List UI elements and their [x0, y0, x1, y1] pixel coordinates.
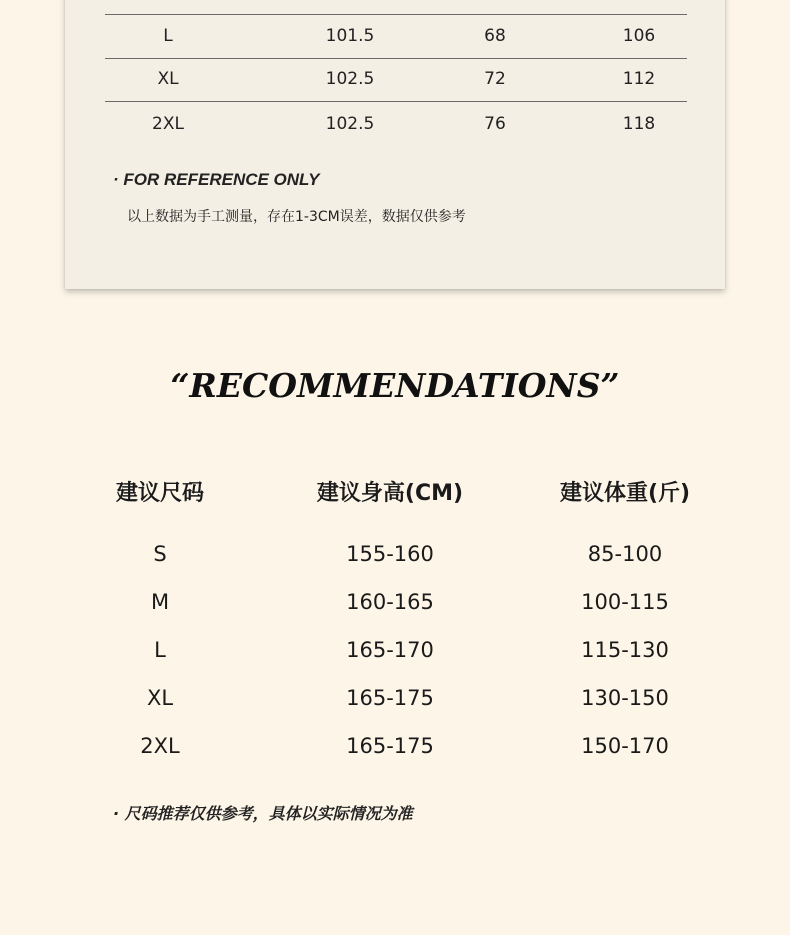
table-cell: [435, 0, 555, 14]
table-cell: 115-130: [581, 638, 669, 662]
reference-title: · FOR REFERENCE ONLY: [113, 170, 320, 189]
table-cell: 72: [484, 69, 506, 89]
recommendations-header: [0, 476, 790, 508]
recommendations-title: “RECOMMENDATIONS”: [170, 366, 620, 405]
table-cell: 76: [484, 114, 506, 134]
table-cell: L: [154, 638, 166, 662]
table-row: [105, 103, 687, 146]
header-size: 建议尺码: [115, 481, 204, 506]
header-height: 建议身高(CM): [316, 481, 464, 506]
table-cell: 118: [622, 114, 656, 134]
table-cell: 165-175: [346, 734, 434, 758]
table-cell: 102.5: [325, 69, 375, 89]
table-row: [105, 0, 687, 15]
table-cell: L: [163, 26, 173, 46]
table-cell: 150-170: [581, 734, 669, 758]
table-cell: 155-160: [346, 542, 434, 566]
table-cell: XL: [146, 686, 174, 710]
table-cell: 2XL: [152, 114, 184, 134]
table-cell: [290, 0, 410, 14]
table-cell: [579, 0, 699, 14]
reference-note: 以上数据为手工测量，存在1-3CM误差，数据仅供参考: [127, 209, 466, 225]
table-row: [105, 58, 687, 102]
table-row: [105, 15, 687, 59]
table-cell: XL: [157, 69, 179, 89]
table-cell: 130-150: [581, 686, 669, 710]
table-cell: 85-100: [587, 542, 663, 566]
table-cell: 101.5: [325, 26, 375, 46]
table-cell: 102.5: [325, 114, 375, 134]
table-cell: 2XL: [140, 734, 180, 758]
table-cell: S: [153, 542, 167, 566]
table-cell: [108, 0, 228, 14]
table-cell: 165-175: [346, 686, 434, 710]
table-cell: M: [150, 590, 170, 614]
table-cell: 112: [622, 69, 656, 89]
header-weight: 建议体重(斤): [559, 481, 691, 506]
table-cell: 165-170: [346, 638, 434, 662]
size-chart-card: [65, 0, 725, 289]
table-cell: 160-165: [346, 590, 434, 614]
table-cell: 68: [484, 26, 506, 46]
table-cell: 106: [622, 26, 656, 46]
recommendations-footnote: · 尺码推荐仅供参考，具体以实际情况为准: [113, 804, 413, 823]
table-cell: 100-115: [581, 590, 669, 614]
